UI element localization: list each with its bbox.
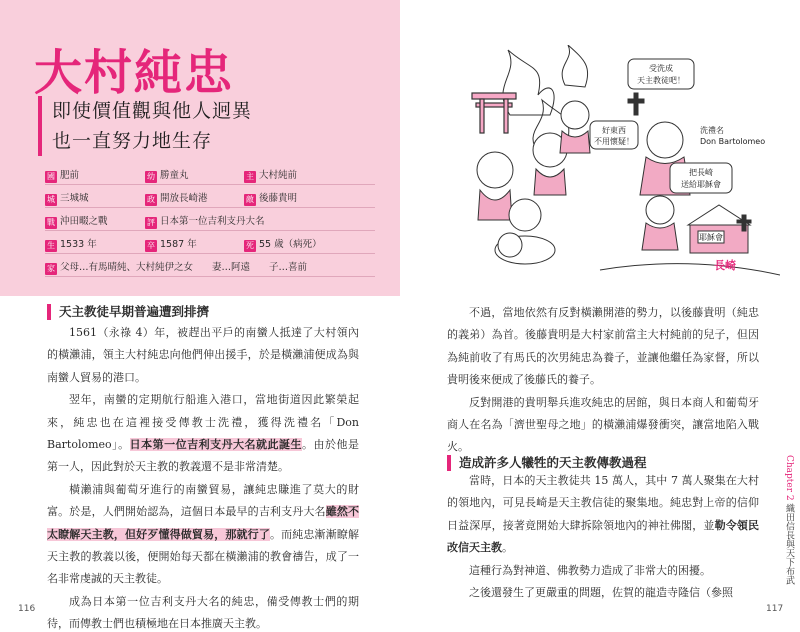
bubble-bottom-line-1: 把長崎: [689, 168, 713, 177]
page-number-right: 117: [766, 604, 784, 614]
subtitle-line-1: 即使價值觀與他人迥異: [52, 100, 253, 122]
paragraph: 成為日本第一位吉利支丹大名的純忠，備受傳教士們的期待，而傳教士們也積極地在日本推廣天主教。: [47, 594, 359, 631]
family-value: 父母…有馬晴純、大村純伊之女 妻…阿遠 子…喜前: [60, 262, 308, 273]
profile-header-panel: [0, 0, 400, 296]
place-label: 長崎: [714, 259, 736, 272]
bubble-top-line-2: 天主教徒吧！: [637, 76, 685, 85]
text-run: 。: [502, 541, 513, 555]
baptism-label-line-1: 洗禮名: [700, 126, 724, 135]
text-run: 。而純忠漸漸瞭解天主教的教義以後，便開始每天都在橫瀨浦的教會禱告，成了一名非常虔誠的天主教徒。: [47, 527, 360, 586]
country-value: 肥前: [60, 170, 80, 181]
illustration: [450, 45, 780, 285]
page-number-left: 116: [18, 604, 36, 614]
paragraph: [447, 470, 759, 560]
section-heading-1: 天主教徒早期普遍遭到排擠: [47, 304, 209, 320]
age-badge: 死: [246, 241, 254, 250]
bubble-top-line-1: 受洗成: [649, 64, 673, 73]
bubble-left-line-2: 不用懷疑！: [594, 137, 634, 146]
paragraph: 1561（永祿 4）年，被趕出平戶的南蠻人抵達了大村領內的橫瀨浦，領主大村純忠向他們伸出援手，於是橫瀨浦便成為與南蠻人貿易的港口。: [47, 326, 359, 384]
evaluation-value: 日本第一位吉利支丹大名: [160, 216, 265, 227]
paragraph: 這種行為對神道、佛教勢力造成了非常大的困擾。: [469, 563, 711, 577]
church-sign: 耶穌會: [699, 233, 723, 242]
baptism-name-label: [700, 125, 765, 146]
lord-character: [642, 196, 678, 250]
ground-line: [600, 264, 780, 275]
bubble-left: [590, 121, 638, 149]
achievement-badge: 政: [147, 195, 155, 204]
info-row-3: [45, 213, 375, 231]
highlight-text: 雖然不太瞭解天主教，但好歹懂得做貿易，那就行了: [47, 505, 359, 541]
highlight-text: 日本第一位吉利支丹大名就此誕生: [129, 438, 303, 452]
left-body-text: [47, 322, 359, 632]
torii-icon: [472, 93, 516, 133]
text-run: 翌年，南蠻的定期航行船進入港口，當地街道因此繁榮起來，純忠也在這裡接受傳教士洗禮，獲得洗禮名「Don Bartolomeo」。: [47, 393, 359, 452]
death-value: 1587 年: [160, 239, 197, 250]
info-row-1: [45, 167, 375, 185]
enemy-badge: 敵: [246, 195, 254, 204]
paragraph: [47, 479, 359, 591]
castle-value: 三城城: [60, 193, 89, 204]
chapter-title: 織田信長與天下布武: [784, 503, 794, 585]
right-body-text: [447, 470, 759, 604]
profile-info-table: [45, 167, 375, 282]
baptism-label-line-2: Don Bartolomeo: [700, 137, 766, 146]
country-badge: 國: [47, 172, 55, 181]
section-heading-2: 造成許多人犧牲的天主教傳教過程: [447, 455, 647, 471]
chapter-side-tab: [775, 455, 795, 585]
childname-badge: 幼: [147, 172, 155, 181]
subtitle-line-2: 也一直努力地生存: [52, 130, 213, 152]
paragraph: [47, 389, 359, 479]
paragraph: 不過，當地依然有反對橫瀨開港的勢力，以後藤貴明（純忠的義弟）為首。後藤貴明是大村家前當主大村純前的兒子，但因為純前收了有馬氏的次男純忠為養子，並讓他繼任為家督，所以貴明後來便成了後藤氏的養子。: [447, 306, 759, 387]
paragraph: 之後還發生了更嚴重的問題，佐賀的龍造寺隆信（參照: [469, 586, 733, 600]
text-run: 。由於他是第一人，因此對於天主教的教義還不是非常清楚。: [47, 438, 360, 474]
bubble-bottom: [670, 163, 732, 193]
page-title: 大村純忠: [34, 45, 235, 101]
birth-value: 1533 年: [60, 239, 97, 250]
info-row-2: [45, 190, 375, 208]
text-run: 當時，日本的天主教徒共 15 萬人，其中 7 萬人聚集在大村的領地內，可見長崎是天主教信徒的聚集地。純忠對上帝的信仰日益深厚，接著竟開始大肆拆除領地內的神社佛閣，並: [447, 474, 759, 532]
evaluation-badge: 評: [147, 218, 155, 227]
crowd-characters: [477, 101, 590, 264]
birth-badge: 生: [47, 241, 55, 250]
info-row-5: [45, 259, 375, 277]
childname-value: 勝童丸: [160, 170, 189, 181]
lord-badge: 主: [246, 172, 254, 181]
achievement-value: 開放長崎港: [160, 193, 208, 204]
text-run: 橫瀨浦與葡萄牙進行的南蠻貿易，讓純忠賺進了莫大的財富。於是，人們開始認為，這個日本最早的吉利支丹大名: [47, 482, 359, 519]
enemy-value: 後藤貴明: [259, 193, 298, 204]
bubble-bottom-line-2: 送給耶穌會: [681, 180, 721, 189]
bubble-left-line-1: 好東西: [602, 126, 626, 135]
right-top-text: [447, 302, 759, 459]
bubble-top: [628, 59, 694, 89]
battle-value: 沖田畷之戰: [60, 216, 108, 227]
death-badge: 卒: [147, 241, 155, 250]
paragraph: 反對開港的貴明舉兵進攻純忠的居館，與日本商人和葡萄牙商人在名為「濟世聖母之地」的橫瀨浦爆發衝突，讓當地陷入戰火。: [447, 395, 759, 454]
battle-badge: 戰: [47, 218, 55, 227]
church-illustration: [688, 205, 751, 253]
bold-text: 勒令領民改信天主教: [447, 518, 760, 555]
family-badge: 家: [47, 264, 55, 273]
chapter-label: Chapter 2: [784, 455, 794, 501]
castle-badge: 城: [47, 195, 55, 204]
lord-value: 大村純前: [259, 170, 298, 181]
subtitle: [38, 96, 252, 156]
info-row-4: [45, 236, 375, 254]
age-value: 55 歲（病死）: [259, 239, 322, 250]
